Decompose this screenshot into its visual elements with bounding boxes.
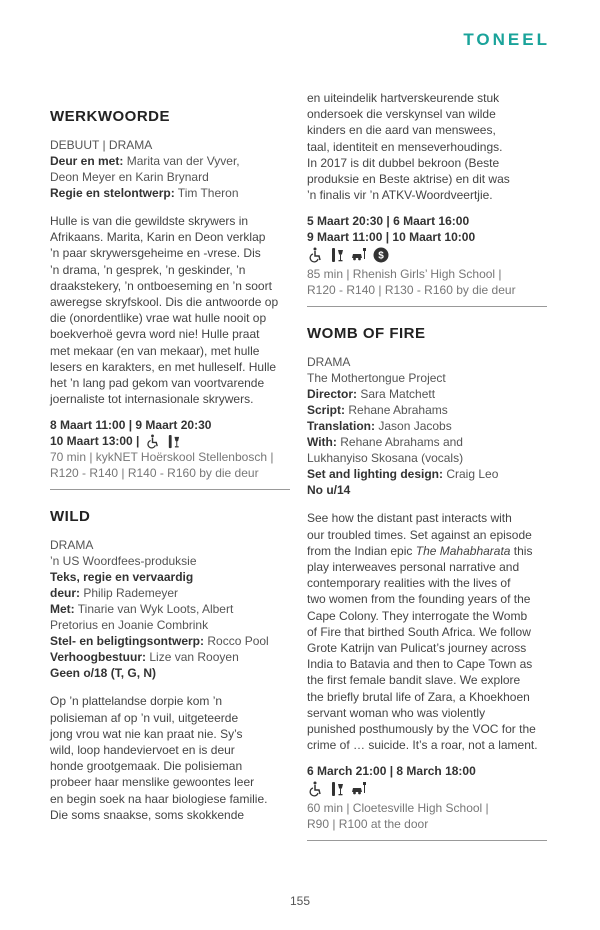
car-icon — [351, 781, 367, 797]
credit-line: The Mothertongue Project — [307, 371, 446, 386]
section-tag: TONEEL — [463, 30, 550, 49]
credit-line: Pretorius en Joanie Combrink — [50, 618, 209, 633]
credit-line: Teks, regie en vervaardig — [50, 570, 194, 585]
credit-line: ’n US Woordfees-produksie — [50, 554, 197, 569]
show-dates: 5 Maart 20:30 | 6 Maart 16:00 — [307, 214, 470, 229]
credit-line: Met: Tinarie van Wyk Loots, Albert — [50, 602, 234, 617]
divider — [50, 489, 290, 490]
show-venue: R90 | R100 at the door — [307, 817, 429, 832]
left-column — [50, 108, 290, 833]
age-restriction: Geen o/18 (T, G, N) — [50, 666, 157, 681]
credit-line: Regie en stelontwerp: Tim Theron — [50, 186, 239, 200]
show-venue: R120 - R140 | R130 - R160 by die deur — [307, 283, 516, 298]
credit-line: Deur en met: Marita van der Vyver, — [50, 154, 240, 168]
money-icon — [373, 247, 389, 263]
accessibility-icons — [307, 780, 547, 798]
show-title: WOMB OF FIRE — [307, 325, 426, 343]
car-icon — [351, 247, 367, 263]
svg-text:$: $ — [378, 250, 384, 262]
wine-glass-icon — [166, 434, 181, 449]
right-column — [307, 90, 547, 859]
credit-line: With: Rehane Abrahams and — [307, 435, 463, 450]
credit-line: Director: Sara Matchett — [307, 387, 436, 402]
show-dates: 9 Maart 11:00 | 10 Maart 10:00 — [307, 230, 476, 245]
show-description: Hulle is van die gewildste skrywers in Afrikaans. Marita, Karin en Deon verklap ’n paar skrywersgeheime en -vrese. Dis ’n drama, ’n gesprek, ’n geskinder, ’n draakstekery, ’n ontboeseming en ’n soort aweregse skryfskool. Dis die antwoorde op die (onordentlike) vrae wat hulle nooit op boekverhoë gevra word nie! Hulle praat met mekaar (en van mekaar), met hulle lesers en karakters, en met hulleself. Hulle het ’n lang pad gekom van voortvarende joernaliste tot internasionale skrywers. — [50, 214, 279, 407]
show-wild — [50, 508, 290, 823]
show-genre: DEBUUT | DRAMA — [50, 138, 153, 152]
show-venue: 70 min | kykNET Hoërskool Stellenbosch | — [50, 450, 274, 465]
show-genre: DRAMA — [50, 538, 94, 553]
show-title: WILD — [50, 508, 91, 526]
show-venue: 85 min | Rhenish Girls’ High School | — [307, 267, 502, 282]
divider — [307, 306, 547, 307]
show-venue: R120 - R140 | R140 - R160 by die deur — [50, 466, 259, 481]
divider — [307, 840, 547, 841]
wine-glass-icon — [329, 247, 345, 263]
show-wild-continued — [307, 90, 547, 307]
show-description: See how the distant past interacts with our troubled times. Set against an episode from the Indian epic The Mahabharata this play interweaves personal narrative and contemporary realities with the lives of two women from the founding years of the Cape Colony. They interrogate the Womb of Fire that birthed South Africa. We follow Grote Katrijn van Pulicat’s journey across India to Batavia and then to Cape Town as the first female bandit slave. We explore the briefly brutal life of Zara, a Khoekhoen servant woman who was violently punished posthumously by the VOC for the crime of … suicide. It’s a roar, not a lament. — [307, 511, 538, 753]
age-restriction: No u/14 — [307, 483, 351, 498]
credit-line: deur: Philip Rademeyer — [50, 586, 179, 601]
show-description: en uiteindelik hartverskeurende stuk ondersoek die verskynsel van wilde kinders en die aard van menswees, taal, identiteit en menseverhoudings. In 2017 is dit dubbel bekroon (Beste produksie en Beste aktrise) en dit was ’n finalis vir ’n ATKV-Woordveertjie. — [307, 91, 510, 203]
credit-line: Lukhanyiso Skosana (vocals) — [307, 451, 464, 466]
wheelchair-icon — [145, 434, 160, 449]
wine-glass-icon — [329, 781, 345, 797]
show-venue: 60 min | Cloetesville High School | — [307, 801, 489, 816]
credit-line: Deon Meyer en Karin Brynard — [50, 170, 209, 184]
wheelchair-icon — [307, 247, 323, 263]
show-womb-of-fire — [307, 325, 547, 841]
show-dates: 6 March 21:00 | 8 March 18:00 — [307, 764, 476, 779]
credit-line: Translation: Jason Jacobs — [307, 419, 452, 434]
show-dates: 10 Maart 13:00 | — [50, 433, 290, 449]
show-dates: 8 Maart 11:00 | 9 Maart 20:30 — [50, 418, 212, 433]
credit-line: Set and lighting design: Craig Leo — [307, 467, 499, 482]
show-description: Op ’n plattelandse dorpie kom ’n polisieman af op ’n vuil, uitgeteerde jong vrou wat nie kan praat nie. Sy’s wild, loop handeviervoet en is deur honde grootgemaak. Die polisieman probeer haar menslike gewoontes leer en begin soek na haar biologiese familie. Die soms snaakse, soms skokkende — [50, 694, 268, 822]
page-number: 155 — [289, 894, 311, 908]
show-title: WERKWOORDE — [50, 108, 170, 125]
show-werkwoorde — [50, 108, 290, 490]
show-genre: DRAMA — [307, 355, 351, 370]
wheelchair-icon — [307, 781, 323, 797]
credit-line: Script: Rehane Abrahams — [307, 403, 448, 418]
credit-line: Stel- en beligtingsontwerp: Rocco Pool — [50, 634, 269, 649]
credit-line: Verhoogbestuur: Lize van Rooyen — [50, 650, 239, 665]
accessibility-icons — [307, 246, 547, 264]
